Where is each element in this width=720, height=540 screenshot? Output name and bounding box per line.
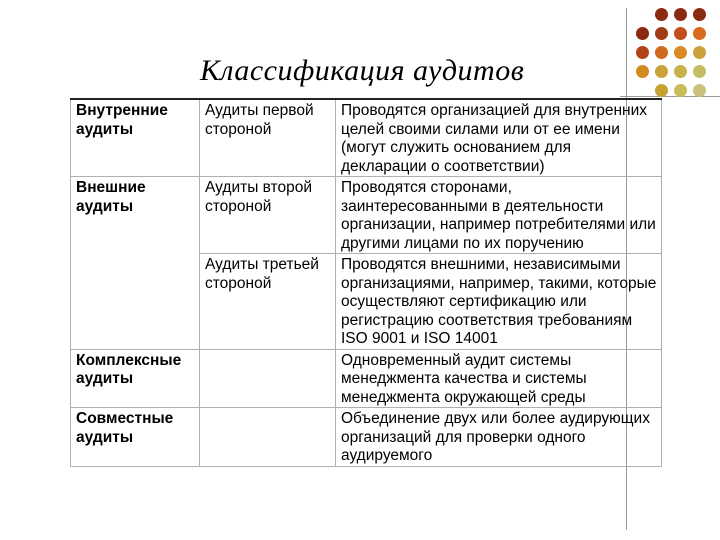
- audit-party-cell: Аудиты первой стороной: [200, 99, 336, 177]
- decor-dot-grid: [636, 8, 720, 108]
- audit-type-cell: Совместные аудиты: [71, 408, 200, 467]
- audit-description-cell: Проводятся организацией для внутренних целей своими силами или от ее имени (могут служить основанием для декларации о соответствии): [336, 99, 662, 177]
- decor-dot: [693, 65, 706, 78]
- decor-dot: [674, 27, 687, 40]
- decor-dot: [693, 46, 706, 59]
- decor-dot: [655, 65, 668, 78]
- audit-classification-table: [70, 98, 662, 467]
- audit-party-cell: Аудиты второй стороной: [200, 177, 336, 254]
- decor-dot: [655, 84, 668, 97]
- decor-dot: [636, 65, 649, 78]
- audit-description-cell: Объединение двух или более аудирующих организаций для проверки одного аудируемого: [336, 408, 662, 467]
- slide-title: Классификация аудитов: [200, 54, 525, 87]
- decor-dot: [655, 8, 668, 21]
- audit-party-cell: [200, 349, 336, 408]
- decor-dot: [655, 27, 668, 40]
- decor-dot: [693, 84, 706, 97]
- table-row: [71, 177, 662, 254]
- decor-dot: [655, 46, 668, 59]
- audit-party-cell: Аудиты третьей стороной: [200, 254, 336, 350]
- decor-dot: [693, 27, 706, 40]
- audit-description-cell: Одновременный аудит системы менеджмента качества и системы менеджмента окружающей среды: [336, 349, 662, 408]
- decor-dot: [674, 84, 687, 97]
- audit-party-cell: [200, 408, 336, 467]
- decor-dot: [636, 27, 649, 40]
- audit-type-cell: Внутренние аудиты: [71, 99, 200, 177]
- audit-type-cell: Комплексные аудиты: [71, 349, 200, 408]
- decor-dot: [674, 46, 687, 59]
- decor-dot: [674, 8, 687, 21]
- decor-dot: [636, 46, 649, 59]
- decor-dot: [674, 65, 687, 78]
- audit-type-cell: Внешние аудиты: [71, 177, 200, 350]
- audit-description-cell: Проводятся внешними, независимыми организациями, например, такими, которые осуществляют сертификацию или регистрацию соответствия требованиям ISO 9001 и ISO 14001: [336, 254, 662, 350]
- table-row: [71, 349, 662, 408]
- decor-dot: [693, 8, 706, 21]
- table-row: [71, 408, 662, 467]
- table-row: [71, 99, 662, 177]
- audit-description-cell: Проводятся сторонами, заинтересованными в деятельности организации, например потребителями или другими лицами по их поручению: [336, 177, 662, 254]
